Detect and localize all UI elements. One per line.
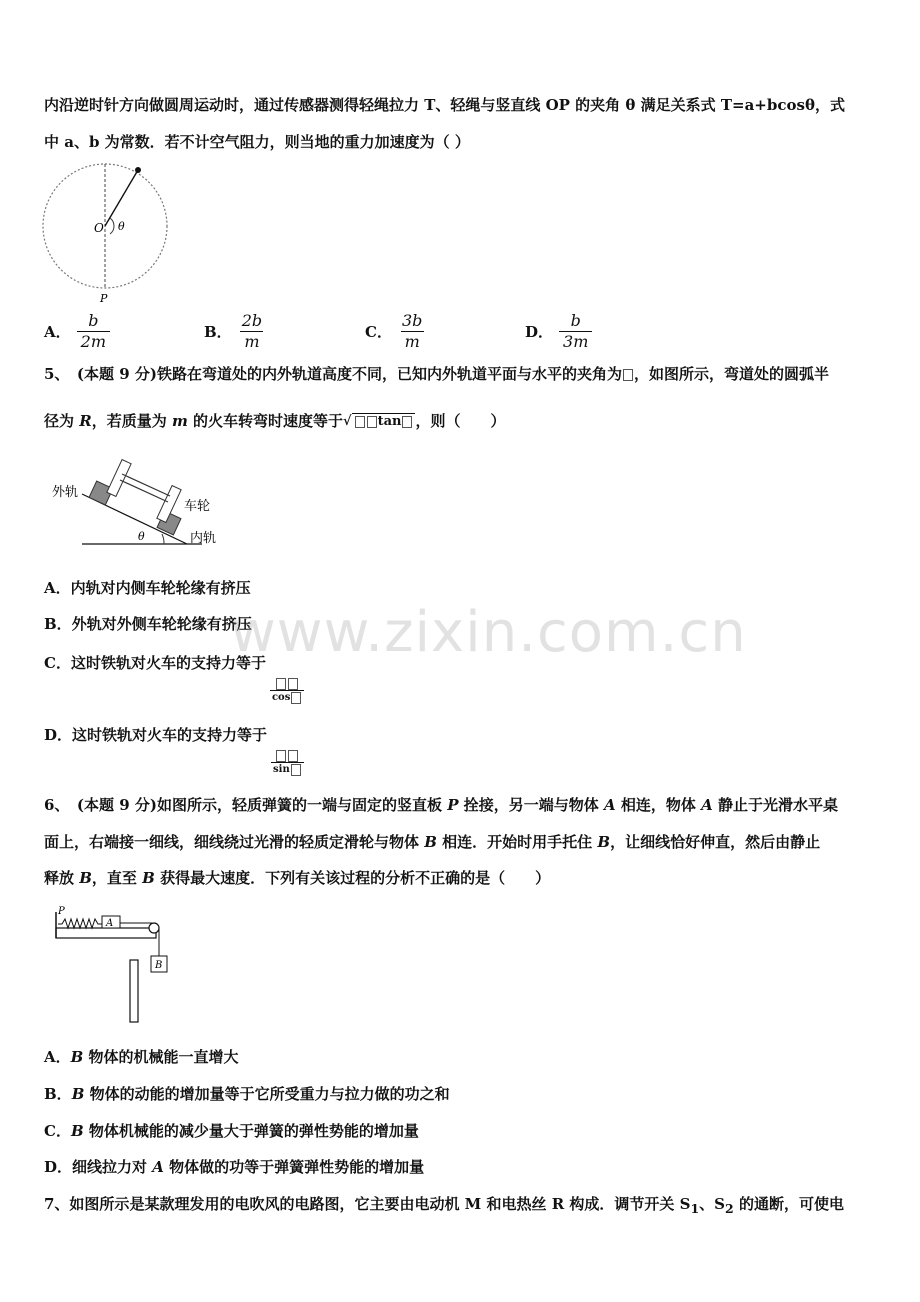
q6-line2-a: 面上，右端接一细线，细线绕过光滑的轻质定滑轮与物体 (44, 833, 425, 851)
q6-var-b-4: B (142, 869, 155, 887)
q4-text-line-1: 内沿逆时针方向做圆周运动时，通过传感器测得轻绳拉力 T、轻绳与竖直线 OP 的夹角 θ 满足关系式 T=a+bcosθ，式 (44, 96, 845, 114)
q4-option-a-den: 2m (77, 331, 110, 352)
q6-option-c-label: C． (44, 1122, 71, 1140)
q5-line2-d: ，则（ ） (415, 412, 506, 430)
q4-option-b[interactable] (204, 308, 266, 354)
q5-sqrt-glyph-3 (402, 416, 412, 428)
q6-line3-b: ，直至 (91, 869, 143, 887)
q6-option-c-obj: B (70, 1122, 84, 1140)
q6-option-a-obj: B (70, 1048, 84, 1066)
q6-label-b: B (155, 960, 163, 971)
q5-axle-top (122, 474, 170, 496)
q5-option-d[interactable] (44, 724, 304, 776)
q5-label-wheel: 车轮 (184, 499, 211, 514)
q6-option-c-text: 物体机械能的减少量大于弹簧的弹性势能的增加量 (83, 1122, 419, 1140)
q4-label-theta: θ (118, 220, 125, 233)
watermark: www.zixin.com.cn (230, 600, 747, 665)
q6-line2-b: 相连．开始时用手托住 (436, 833, 598, 851)
q6-var-a-2: A (701, 796, 713, 814)
q5-option-a[interactable] (44, 577, 251, 599)
q5-option-b-label: B． (44, 615, 72, 633)
q4-option-b-label: B． (204, 322, 232, 341)
q4-option-b-num: 2b (241, 310, 263, 330)
q6-line1-d: 静止于光滑水平桌 (712, 796, 838, 814)
q5-track-figure (52, 454, 232, 550)
q5-angle-arc (162, 534, 164, 544)
q5-d-glyph-1 (276, 750, 286, 762)
q4-option-a[interactable] (44, 308, 110, 354)
q5-text-line-2 (44, 410, 506, 433)
q4-option-d-den: 3m (559, 331, 592, 352)
q6-table (56, 928, 156, 938)
q5-line2-b: ，若质量为 (91, 412, 172, 430)
q5-option-c-label: C． (44, 654, 71, 672)
q4-circle-figure (38, 160, 178, 308)
q7-sub-2: 2 (725, 1201, 734, 1216)
q5-sqrt-glyph-2 (367, 416, 377, 428)
q5-option-c-den: cos (271, 692, 291, 703)
q6-option-d-label: D． (44, 1158, 73, 1176)
q6-var-b-3: B (79, 869, 92, 887)
q6-line3-c: 获得最大速度．下列有关该过程的分析不正确的是（ ） (154, 869, 551, 887)
q6-option-d-obj: A (152, 1158, 164, 1176)
q6-var-a: A (603, 796, 616, 814)
q5-option-a-label: A． (44, 579, 71, 597)
q6-var-b-2: B (597, 833, 611, 851)
q5-line1-a: 5、 (本题 9 分)铁路在弯道处的内外轨道高度不同，已知内外轨道平面与水平的夹角为 (44, 365, 623, 383)
q6-option-b-label: B． (44, 1085, 72, 1103)
q5-option-d-text: 这时铁轨对火车的支持力等于 (72, 726, 268, 744)
q6-table-leg (130, 960, 138, 1022)
q5-missing-glyph-icon (623, 369, 633, 381)
q5-label-inner: 内轨 (190, 531, 217, 546)
q4-option-b-den: m (240, 331, 263, 352)
q5-c-glyph-3 (291, 692, 301, 704)
q5-c-glyph-1 (276, 678, 286, 690)
q5-axle-bottom (120, 480, 168, 502)
q5-sqrt-expression: √ tan (343, 411, 415, 433)
q5-option-a-text: 内轨对内侧车轮轮缘有挤压 (70, 579, 251, 597)
q6-var-p: P (447, 796, 459, 814)
q4-label-o: O (94, 221, 104, 235)
q5-option-c-text: 这时铁轨对火车的支持力等于 (70, 654, 266, 672)
q6-option-b[interactable] (44, 1083, 450, 1105)
q4-option-d-label: D． (525, 322, 554, 341)
q6-var-b: B (424, 833, 437, 851)
q6-option-a-text: 物体的机械能一直增大 (83, 1048, 239, 1066)
q4-option-c-fraction (398, 311, 426, 352)
q4-option-c-num: 3b (401, 310, 423, 330)
q6-label-a: A (106, 918, 114, 929)
q5-var-r: R (79, 412, 92, 430)
q5-option-d-fraction (271, 750, 304, 777)
q4-option-a-num: b (88, 310, 99, 330)
q6-option-d-pre: 细线拉力对 (72, 1158, 153, 1176)
q6-pulley (149, 923, 159, 933)
q5-option-b[interactable] (44, 613, 252, 635)
q5-label-theta: θ (138, 530, 145, 543)
q4-label-p: P (100, 292, 108, 305)
q4-option-c[interactable] (365, 308, 426, 354)
q7-sep: 、S (699, 1195, 726, 1213)
q4-option-b-fraction (238, 311, 266, 352)
q6-line1-b: 拴接，另一端与物体 (458, 796, 604, 814)
q6-option-b-obj: B (71, 1085, 85, 1103)
q6-option-c[interactable] (44, 1120, 419, 1142)
q4-option-c-label: C． (365, 322, 392, 341)
q5-d-glyph-2 (288, 750, 298, 762)
q4-option-d-num: b (570, 310, 581, 330)
q5-option-b-text: 外轨对外侧车轮轮缘有挤压 (71, 615, 252, 633)
q5-c-glyph-2 (288, 678, 298, 690)
q5-option-d-den: sin (273, 764, 290, 775)
q7-line1-b: 的通断，可使电 (733, 1195, 844, 1213)
q6-text-line-1 (44, 794, 838, 816)
q4-options (44, 308, 644, 354)
q5-text-line-1 (44, 363, 829, 385)
q4-ball (135, 167, 141, 173)
q7-line1-a: 7、如图所示是某款理发用的电吹风的电路图，它主要由电动机 M 和电热丝 R 构成．调节开关 S (44, 1195, 691, 1213)
q5-option-d-label: D． (44, 726, 73, 744)
q4-option-c-den: m (401, 331, 424, 352)
q6-label-p: P (58, 906, 65, 917)
q4-text-line-2: 中 a、b 为常数．若不计空气阻力，则当地的重力加速度为（ ） (44, 133, 470, 151)
q6-option-d-text: 物体做的功等于弹簧弹性势能的增加量 (163, 1158, 425, 1176)
q4-option-a-label: A． (44, 322, 71, 341)
q6-text-line-2 (44, 831, 820, 853)
q6-spring-pulley-figure (50, 904, 180, 1026)
q6-option-d[interactable] (44, 1156, 424, 1178)
q5-outer-wheel (107, 460, 131, 497)
q4-rope (105, 170, 138, 226)
q5-sqrt-tan: tan (377, 414, 402, 429)
q5-d-glyph-3 (291, 764, 301, 776)
q6-option-b-text: 物体的动能的增加量等于它所受重力与拉力做的功之和 (84, 1085, 450, 1103)
q7-sub-1: 1 (690, 1201, 700, 1216)
q4-option-d[interactable] (525, 308, 592, 354)
q5-sqrt-glyph-1 (355, 416, 365, 428)
q5-label-outer: 外轨 (52, 485, 79, 500)
q6-line1-c: 相连，物体 (615, 796, 702, 814)
q5-line1-b: ，如图所示，弯道处的圆弧半 (634, 365, 830, 383)
q6-line3-a: 释放 (44, 869, 80, 887)
q5-var-m: m (171, 412, 188, 430)
q6-text-line-3 (44, 867, 550, 889)
q4-angle-arc (110, 218, 114, 234)
q7-text-line-1 (44, 1193, 844, 1220)
q5-option-c-fraction (270, 678, 304, 705)
q6-option-a[interactable] (44, 1046, 239, 1068)
q4-option-d-fraction (559, 311, 592, 352)
q6-line1-a: 6、 (本题 9 分)如图所示，轻质弹簧的一端与固定的竖直板 (44, 796, 448, 814)
q6-option-a-label: A． (44, 1048, 71, 1066)
q5-line2-c: 的火车转弯时速度等于 (187, 412, 344, 430)
q6-line2-c: ，让细线恰好伸直，然后由静止 (610, 833, 821, 851)
q4-option-a-fraction (77, 311, 110, 352)
q6-spring (58, 919, 102, 928)
q5-line2-a: 径为 (44, 412, 80, 430)
